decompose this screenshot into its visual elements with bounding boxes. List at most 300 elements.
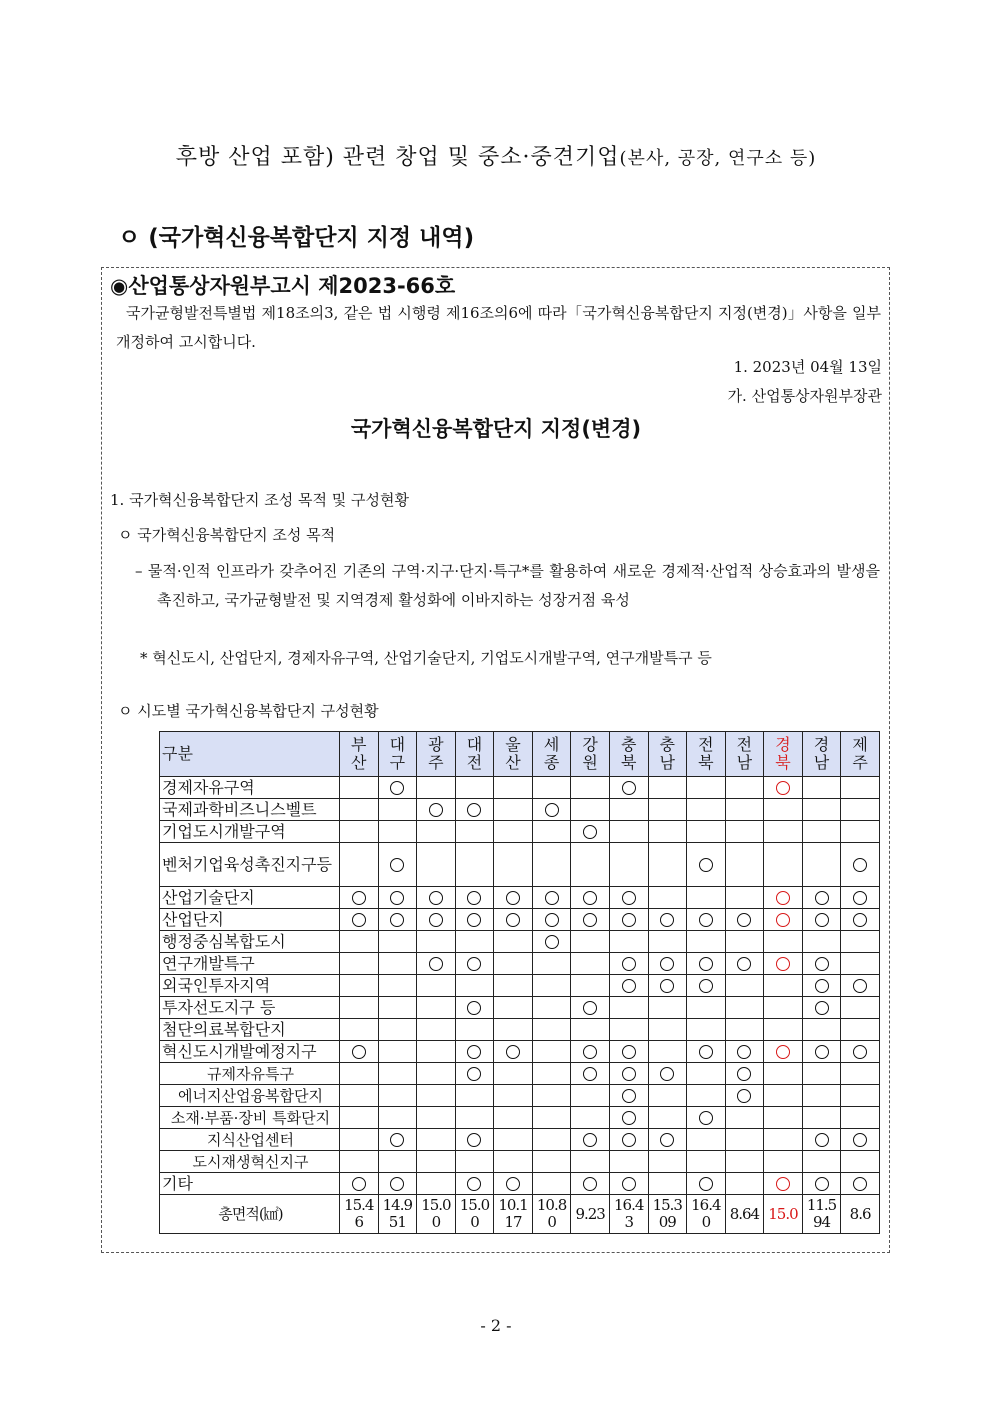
table-cell	[841, 1129, 880, 1151]
table-cell	[648, 1173, 687, 1195]
table-cell	[802, 1063, 841, 1085]
table-cell	[841, 1107, 880, 1129]
table-cell	[455, 887, 494, 909]
table-cell	[648, 975, 687, 997]
notice-issuer: 가. 산업통상자원부장관	[727, 387, 882, 405]
table-cell	[648, 1151, 687, 1173]
table-cell	[764, 799, 803, 821]
table-cell	[455, 953, 494, 975]
circle-mark-icon	[545, 803, 559, 817]
circle-mark-icon	[467, 1133, 481, 1147]
table-cell	[764, 1107, 803, 1129]
table-cell	[494, 1019, 533, 1041]
table-cell	[648, 1129, 687, 1151]
region-header-bottom: 전	[466, 753, 483, 772]
total-area-value: 15.46	[340, 1195, 379, 1234]
circle-mark-icon	[660, 979, 674, 993]
table-cell	[378, 909, 417, 931]
table-cell	[609, 1063, 648, 1085]
table-cell	[417, 1107, 456, 1129]
region-header	[571, 732, 610, 777]
table-cell	[417, 997, 456, 1019]
table-cell	[455, 1063, 494, 1085]
total-area-value: 16.40	[687, 1195, 726, 1234]
table-cell	[764, 1019, 803, 1041]
circle-mark-icon	[352, 913, 366, 927]
table-cell	[725, 909, 764, 931]
table-cell	[687, 1129, 726, 1151]
table-cell	[687, 909, 726, 931]
table-cell	[378, 1041, 417, 1063]
table-row	[160, 1041, 880, 1063]
table-cell	[340, 777, 379, 799]
status-heading: ㅇ 시도별 국가혁신융복합단지 구성현황	[118, 702, 379, 720]
table-cell	[417, 931, 456, 953]
table-cell	[455, 909, 494, 931]
region-header-bottom: 종	[543, 753, 560, 772]
table-cell	[417, 887, 456, 909]
table-cell	[802, 1041, 841, 1063]
circle-mark-icon	[352, 891, 366, 905]
table-cell	[609, 909, 648, 931]
total-area-value: 15.309	[648, 1195, 687, 1234]
table-cell	[455, 1173, 494, 1195]
table-cell	[494, 953, 533, 975]
circle-mark-icon	[583, 913, 597, 927]
circle-mark-icon	[506, 913, 520, 927]
table-row	[160, 909, 880, 931]
table-cell	[378, 1085, 417, 1107]
table-cell	[417, 1063, 456, 1085]
region-header-top: 세	[543, 735, 560, 754]
table-cell	[609, 1107, 648, 1129]
header-corner: 구분	[160, 732, 340, 777]
table-cell	[764, 1151, 803, 1173]
table-cell	[340, 997, 379, 1019]
circle-mark-icon	[660, 957, 674, 971]
table-cell	[494, 1173, 533, 1195]
region-header-top: 충	[620, 735, 637, 754]
table-cell	[532, 1063, 571, 1085]
circle-mark-icon	[390, 1177, 404, 1191]
notice-date: 1. 2023년 04월 13일	[733, 358, 882, 376]
table-cell	[841, 777, 880, 799]
table-cell	[802, 887, 841, 909]
table-cell	[841, 1085, 880, 1107]
table-cell	[417, 1041, 456, 1063]
table-cell	[648, 777, 687, 799]
circle-mark-icon	[699, 1045, 713, 1059]
table-row	[160, 777, 880, 799]
table-cell	[609, 1041, 648, 1063]
table-cell	[417, 975, 456, 997]
table-row	[160, 1173, 880, 1195]
table-cell	[455, 1085, 494, 1107]
table-cell	[417, 1085, 456, 1107]
circle-mark-icon	[815, 1133, 829, 1147]
table-cell	[609, 887, 648, 909]
region-header-bottom: 주	[428, 753, 444, 772]
region-header	[455, 732, 494, 777]
section-heading: ㅇ (국가혁신융복합단지 지정 내역)	[118, 225, 475, 251]
table-cell	[725, 1129, 764, 1151]
table-cell	[494, 909, 533, 931]
circle-mark-icon	[815, 1001, 829, 1015]
circle-mark-icon	[622, 913, 636, 927]
table-cell	[802, 1129, 841, 1151]
circle-mark-icon	[390, 1133, 404, 1147]
table-cell	[494, 1085, 533, 1107]
circle-mark-icon	[583, 1177, 597, 1191]
region-header	[494, 732, 533, 777]
table-cell	[687, 953, 726, 975]
table-cell	[648, 931, 687, 953]
region-header-top: 대	[466, 735, 483, 754]
table-cell	[532, 1041, 571, 1063]
region-header-bottom: 남	[659, 753, 676, 772]
table-cell	[802, 1019, 841, 1041]
circle-mark-icon	[737, 1045, 751, 1059]
table-cell	[841, 1063, 880, 1085]
table-cell	[609, 799, 648, 821]
circle-mark-icon	[853, 891, 867, 905]
table-cell	[494, 843, 533, 887]
table-row	[160, 1063, 880, 1085]
table-cell	[340, 1085, 379, 1107]
table-cell	[648, 821, 687, 843]
table-cell	[725, 1019, 764, 1041]
table-cell	[494, 777, 533, 799]
table-cell	[648, 843, 687, 887]
circle-mark-icon	[815, 957, 829, 971]
table-cell	[455, 799, 494, 821]
table-cell	[764, 1173, 803, 1195]
table-cell	[340, 799, 379, 821]
footnote: * 혁신도시, 산업단지, 경제자유구역, 산업기술단지, 기업도시개발구역, 연구개발특구 등	[140, 649, 712, 667]
table-row	[160, 1085, 880, 1107]
table-cell	[764, 997, 803, 1019]
circle-mark-icon	[737, 913, 751, 927]
table-cell	[378, 799, 417, 821]
table-cell	[455, 1129, 494, 1151]
table-cell	[417, 953, 456, 975]
table-header-row	[160, 732, 880, 777]
row-label: 국제과학비즈니스벨트	[160, 799, 340, 821]
circle-mark-icon	[737, 957, 751, 971]
table-cell	[532, 1129, 571, 1151]
circle-mark-icon	[622, 891, 636, 905]
table-cell	[764, 1041, 803, 1063]
table-cell	[609, 1019, 648, 1041]
circle-mark-icon	[815, 979, 829, 993]
table-cell	[841, 843, 880, 887]
table-cell	[802, 953, 841, 975]
table-row	[160, 887, 880, 909]
table-cell	[841, 975, 880, 997]
table-cell	[455, 843, 494, 887]
total-area-row	[160, 1195, 880, 1234]
table-cell	[340, 1107, 379, 1129]
table-cell	[687, 843, 726, 887]
top-line-small: (본사, 공장, 연구소 등)	[619, 148, 817, 169]
table-cell	[340, 821, 379, 843]
circle-mark-icon	[776, 891, 790, 905]
table-cell	[532, 1085, 571, 1107]
table-cell	[725, 931, 764, 953]
table-cell	[764, 975, 803, 997]
table-cell	[725, 997, 764, 1019]
table-cell	[571, 1019, 610, 1041]
table-cell	[571, 1063, 610, 1085]
table-cell	[532, 777, 571, 799]
total-area-value: 9.23	[571, 1195, 610, 1234]
table-cell	[764, 953, 803, 975]
row-label: 행정중심복합도시	[160, 931, 340, 953]
row-label: 기업도시개발구역	[160, 821, 340, 843]
table-cell	[648, 997, 687, 1019]
region-header-top: 경	[813, 735, 830, 754]
table-cell	[764, 843, 803, 887]
circle-mark-icon	[699, 913, 713, 927]
circle-mark-icon	[506, 1045, 520, 1059]
table-cell	[764, 1063, 803, 1085]
circle-mark-icon	[622, 957, 636, 971]
table-cell	[571, 909, 610, 931]
circle-mark-icon	[815, 913, 829, 927]
circle-mark-icon	[853, 1045, 867, 1059]
circle-mark-icon	[776, 913, 790, 927]
table-cell	[648, 909, 687, 931]
table-row	[160, 953, 880, 975]
table-cell	[378, 953, 417, 975]
circle-mark-icon	[622, 1177, 636, 1191]
table-cell	[417, 799, 456, 821]
circle-mark-icon	[467, 957, 481, 971]
table-cell	[494, 1107, 533, 1129]
region-header	[648, 732, 687, 777]
circle-mark-icon	[853, 979, 867, 993]
region-header-top: 대	[389, 735, 406, 754]
table-cell	[417, 843, 456, 887]
total-area-value: 14.951	[378, 1195, 417, 1234]
table-cell	[648, 1063, 687, 1085]
table-cell	[802, 1173, 841, 1195]
row-label: 도시재생혁신지구	[160, 1151, 340, 1173]
table-cell	[648, 1041, 687, 1063]
circle-mark-icon	[699, 1177, 713, 1191]
circle-mark-icon	[429, 957, 443, 971]
circle-mark-icon	[622, 1067, 636, 1081]
circle-mark-icon	[622, 1111, 636, 1125]
purpose-text: – 물적·인적 인프라가 갖추어진 기존의 구역·지구·단지·특구*를 활용하여 새로운 경제적·산업적 상승효과의 발생을 촉진하고, 국가균형발전 및 지역경제 활성화에 이바지하는 성장거점 육성	[135, 562, 880, 609]
table-cell	[571, 997, 610, 1019]
circle-mark-icon	[776, 781, 790, 795]
circle-mark-icon	[429, 913, 443, 927]
table-cell	[455, 1019, 494, 1041]
table-cell	[687, 799, 726, 821]
region-header-bottom: 남	[736, 753, 753, 772]
table-cell	[648, 1019, 687, 1041]
region-header-bottom: 북	[698, 753, 714, 772]
total-area-value: 15.0	[764, 1195, 803, 1234]
circle-mark-icon	[390, 858, 404, 872]
table-cell	[571, 1173, 610, 1195]
circle-mark-icon	[583, 1067, 597, 1081]
table-cell	[417, 1173, 456, 1195]
table-cell	[764, 777, 803, 799]
table-cell	[687, 777, 726, 799]
table-cell	[802, 1085, 841, 1107]
table-cell	[687, 1085, 726, 1107]
table-cell	[417, 821, 456, 843]
table-cell	[340, 1019, 379, 1041]
table-cell	[378, 1173, 417, 1195]
table-cell	[340, 1041, 379, 1063]
table-cell	[687, 821, 726, 843]
table-cell	[841, 931, 880, 953]
table-cell	[687, 1019, 726, 1041]
table-cell	[841, 887, 880, 909]
table-cell	[571, 777, 610, 799]
circle-mark-icon	[545, 891, 559, 905]
circle-mark-icon	[699, 979, 713, 993]
table-row	[160, 975, 880, 997]
table-cell	[340, 931, 379, 953]
row-label: 연구개발특구	[160, 953, 340, 975]
table-cell	[802, 799, 841, 821]
circle-mark-icon	[506, 891, 520, 905]
total-area-value: 15.00	[417, 1195, 456, 1234]
row-label: 투자선도지구 등	[160, 997, 340, 1019]
row-label: 지식산업센터	[160, 1129, 340, 1151]
circle-mark-icon	[853, 913, 867, 927]
region-header	[764, 732, 803, 777]
total-area-value: 16.43	[609, 1195, 648, 1234]
table-cell	[609, 843, 648, 887]
table-row	[160, 1019, 880, 1041]
total-area-value: 8.6	[841, 1195, 880, 1234]
region-header-top: 울	[505, 735, 521, 754]
top-continuation-line	[0, 140, 992, 171]
table-cell	[340, 1173, 379, 1195]
table-row	[160, 931, 880, 953]
table-cell	[841, 799, 880, 821]
circle-mark-icon	[467, 1001, 481, 1015]
table-cell	[494, 1129, 533, 1151]
table-cell	[532, 1151, 571, 1173]
table-row	[160, 1129, 880, 1151]
section1-heading: 1. 국가혁신융복합단지 조성 목적 및 구성현황	[110, 491, 409, 509]
circle-mark-icon	[815, 891, 829, 905]
table-cell	[571, 843, 610, 887]
table-cell	[532, 821, 571, 843]
row-label: 혁신도시개발예정지구	[160, 1041, 340, 1063]
region-header-bottom: 남	[813, 753, 830, 772]
table-cell	[609, 1173, 648, 1195]
region-header-bottom: 원	[582, 753, 598, 772]
table-cell	[802, 843, 841, 887]
table-cell	[609, 1129, 648, 1151]
table-cell	[532, 1107, 571, 1129]
table-cell	[532, 953, 571, 975]
table-cell	[571, 887, 610, 909]
table-cell	[802, 777, 841, 799]
table-cell	[725, 1151, 764, 1173]
row-label: 기타	[160, 1173, 340, 1195]
table-cell	[571, 975, 610, 997]
table-cell	[532, 887, 571, 909]
table-cell	[687, 1063, 726, 1085]
table-cell	[378, 931, 417, 953]
circle-mark-icon	[622, 1089, 636, 1103]
table-cell	[340, 887, 379, 909]
table-cell	[687, 1107, 726, 1129]
circle-mark-icon	[352, 1045, 366, 1059]
circle-mark-icon	[622, 781, 636, 795]
notice-title: ◉산업통상자원부고시 제2023-66호	[110, 274, 456, 298]
table-cell	[841, 1173, 880, 1195]
circle-mark-icon	[699, 957, 713, 971]
table-row	[160, 843, 880, 887]
region-header-top: 전	[698, 735, 714, 754]
table-cell	[725, 799, 764, 821]
region-header-top: 강	[582, 735, 598, 754]
circle-mark-icon	[467, 1067, 481, 1081]
circle-mark-icon	[853, 1177, 867, 1191]
table-cell	[494, 799, 533, 821]
circle-mark-icon	[429, 891, 443, 905]
table-cell	[725, 975, 764, 997]
page-number: - 2 -	[480, 1316, 512, 1335]
region-header-top: 광	[428, 735, 444, 754]
table-cell	[764, 1129, 803, 1151]
circle-mark-icon	[853, 1133, 867, 1147]
table-row	[160, 997, 880, 1019]
total-area-label: 총면적(㎢)	[160, 1195, 340, 1234]
circle-mark-icon	[467, 803, 481, 817]
circle-mark-icon	[622, 1133, 636, 1147]
table-cell	[687, 997, 726, 1019]
table-cell	[378, 887, 417, 909]
table-cell	[417, 1151, 456, 1173]
table-cell	[378, 1107, 417, 1129]
table-cell	[648, 799, 687, 821]
table-cell	[802, 975, 841, 997]
table-cell	[417, 1129, 456, 1151]
table-cell	[609, 777, 648, 799]
circle-mark-icon	[815, 1045, 829, 1059]
table-cell	[764, 887, 803, 909]
table-cell	[378, 821, 417, 843]
table-cell	[802, 821, 841, 843]
region-header-top: 전	[736, 735, 753, 754]
circle-mark-icon	[545, 935, 559, 949]
table-cell	[609, 821, 648, 843]
table-cell	[764, 909, 803, 931]
table-row	[160, 1107, 880, 1129]
table-cell	[494, 887, 533, 909]
table-cell	[687, 975, 726, 997]
table-cell	[417, 909, 456, 931]
circle-mark-icon	[352, 1177, 366, 1191]
table-cell	[725, 1041, 764, 1063]
row-label: 벤처기업육성촉진지구등	[160, 843, 340, 887]
table-cell	[532, 799, 571, 821]
region-header	[417, 732, 456, 777]
circle-mark-icon	[699, 1111, 713, 1125]
table-cell	[764, 1085, 803, 1107]
circle-mark-icon	[737, 1089, 751, 1103]
